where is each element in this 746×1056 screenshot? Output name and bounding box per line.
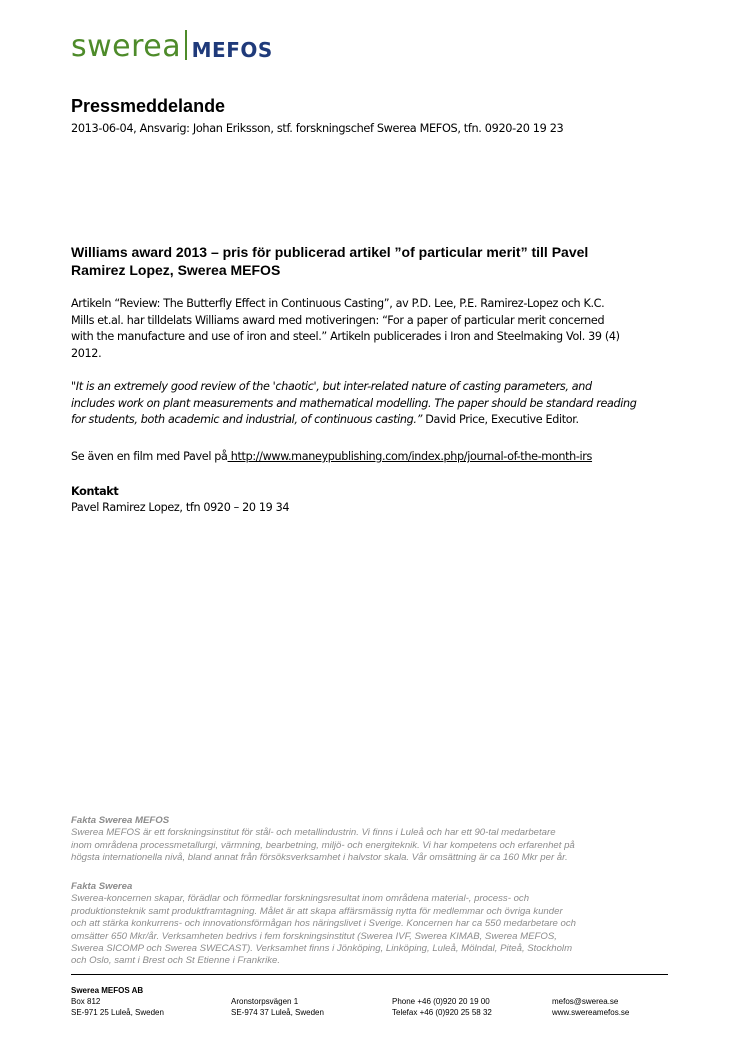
fact-line: Swerea SICOMP och Swerea SWECAST). Verksamhet finns i Jönköping, Linköping, Luleå, Mölndal, Piteå, Stockholm [71, 943, 573, 955]
headline-line: Ramirez Lopez, Swerea MEFOS [71, 262, 281, 278]
headline [71, 243, 671, 279]
logo-mefos-text: MEFOS [191, 38, 273, 62]
footer-company [71, 986, 671, 997]
paragraph-line: Mills et.al. har tilldelats Williams award med motiveringen: “For a paper of particular merit concerned [71, 313, 605, 327]
footer-box: Box 812 [71, 997, 101, 1006]
paragraph-line: 2012. [71, 346, 102, 360]
fact-block-swerea [71, 881, 681, 968]
fact-line: Swerea MEFOS är ett forskningsinstitut för stål- och metallindustrin. Vi finns i Luleå och har ett 90-tal medarbetare [71, 827, 556, 839]
film-text: Se även en film med Pavel på [71, 450, 228, 463]
footer-postal: SE-971 25 Luleå, Sweden [71, 1007, 164, 1017]
press-meta: 2013-06-04, Ansvarig: Johan Eriksson, stf. forskningschef Swerea MEFOS, tfn. 0920-20 19 23 [71, 122, 564, 135]
quote-signature: David Price, Executive Editor. [422, 413, 579, 426]
fact-title: Fakta Swerea MEFOS [71, 815, 170, 826]
footer-web[interactable]: www.swereamefos.se [552, 1007, 630, 1017]
footer-contact-block [552, 997, 629, 1018]
footer-phone: Phone +46 (0)920 20 19 00 [392, 997, 490, 1006]
paragraph-line: Artikeln “Review: The Butterfly Effect in Continuous Casting”, av P.D. Lee, P.E. Ramirez-Lopez och K.C. [71, 297, 605, 310]
fact-block-mefos [71, 815, 681, 865]
swerea-mefos-logo [71, 26, 273, 62]
logo-swerea-text: swerea [71, 29, 182, 64]
logo-divider [185, 30, 187, 60]
headline-line: Williams award 2013 – pris för publicerad artikel ”of particular merit” till Pavel [71, 244, 589, 260]
footer-street-postal: SE-974 37 Luleå, Sweden [231, 1007, 324, 1017]
quote-line: includes work on plant measurements and mathematical modelling. The paper should be standard reading [71, 396, 637, 410]
film-paragraph [71, 449, 701, 466]
footer-email[interactable]: mefos@swerea.se [552, 997, 619, 1006]
fact-line: och Oslo, samt i Brest och St Etienne i Frankrike. [71, 955, 281, 967]
fact-line: Swerea-koncernen skapar, förädlar och förmedlar forskningsresultat inom områdena material-, process- och [71, 893, 530, 905]
quote-paragraph [71, 379, 701, 429]
contact-line: Pavel Ramirez Lopez, tfn 0920 – 20 19 34 [71, 501, 290, 514]
page-title: Pressmeddelande [71, 96, 226, 116]
article-paragraph [71, 296, 701, 362]
fact-line: produktionsteknik samt produktframtagning. Målet är att skapa affärsmässig nytta för medlemmar och övriga kunder [71, 905, 563, 917]
fact-line: omsätter 650 Mkr/år. Verksamheten bedrivs i fem forskningsinstitut (Swerea IVF, Swerea KIMAB, Swerea MEFOS, [71, 930, 557, 942]
paragraph-line: with the manufacture and use of iron and steel.” Artikeln publicerades i Iron and Steelmaking Vol. 39 (4) [71, 330, 620, 343]
footer-visit-address [231, 997, 324, 1018]
footer-phone-block [392, 997, 492, 1018]
fact-line: högsta internationella nivå, bland annat från försöksverksamhet i halvstor skala. Vår omsättning är ca 160 Mkr per år. [71, 852, 568, 864]
footer-company-name: Swerea MEFOS AB [71, 986, 144, 995]
film-link[interactable]: http://www.maneypublishing.com/index.php/journal-of-the-month-irs [227, 450, 593, 463]
footer-divider [71, 974, 668, 975]
quote-line: "It is an extremely good review of the 'chaotic', but inter-related nature of casting parameters, and [71, 380, 592, 393]
footer-postal-address [71, 997, 164, 1018]
quote-line [71, 412, 701, 429]
fact-title: Fakta Swerea [71, 881, 133, 892]
footer-street: Aronstorpsvägen 1 [231, 997, 299, 1006]
quote-text: for students, both academic and industrial, of continuous casting.” [71, 413, 423, 426]
fact-line: och att stärka konkurrens- och innovationsförmågan hos näringslivet i Sverige. Koncernen har ca 550 medarbetare och [71, 918, 577, 930]
contact-heading: Kontakt [71, 485, 119, 498]
fact-line: inom områdena processmetallurgi, värmning, bearbetning, miljö- och energiteknik. Vi har kompetens och erfarenhet på [71, 839, 575, 851]
footer-fax: Telefax +46 (0)920 25 58 32 [392, 1007, 492, 1017]
